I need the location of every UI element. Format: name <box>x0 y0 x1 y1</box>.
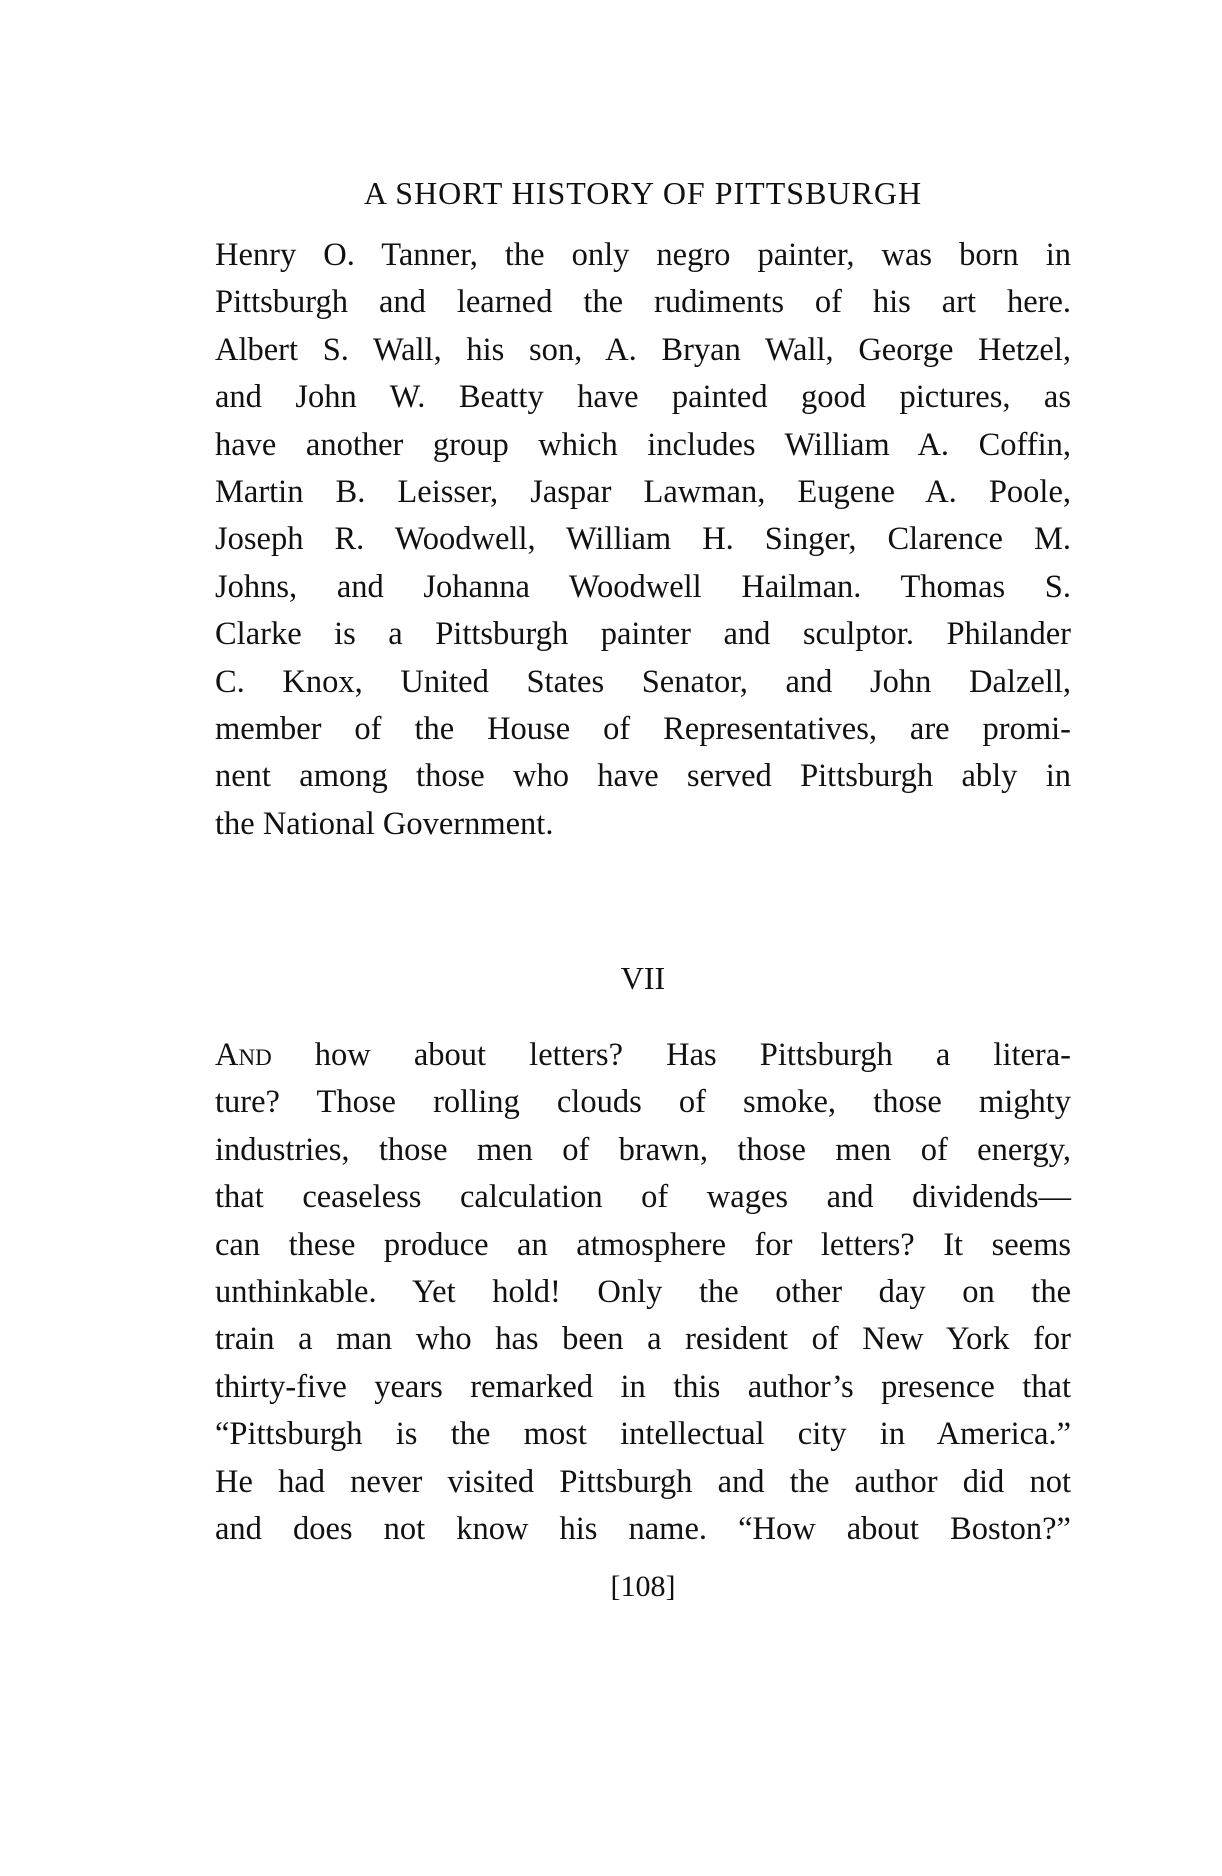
chapter-number: VII <box>620 960 666 996</box>
text-line: train a man who has been a resident of New York for <box>215 1321 1071 1358</box>
text-line: Albert S. Wall, his son, A. Bryan Wall, George Hetzel, <box>215 331 1071 368</box>
line-text: how about letters? Has Pittsburgh a litera- <box>271 1037 1071 1073</box>
page-number: [108] <box>610 1570 676 1603</box>
text-line: and does not know his name. “How about Boston?” <box>215 1510 1071 1547</box>
lead-word: And <box>215 1037 272 1073</box>
running-head: A SHORT HISTORY OF PITTSBURGH <box>363 175 923 211</box>
text-line: member of the House of Representatives, are promi- <box>215 710 1071 747</box>
text-line <box>215 1032 1071 1079</box>
text-line: and John W. Beatty have painted good pictures, as <box>215 379 1071 416</box>
text-line: ture? Those rolling clouds of smoke, those mighty <box>215 1084 1071 1121</box>
text-line: Joseph R. Woodwell, William H. Singer, Clarence M. <box>215 521 1071 558</box>
text-line: nent among those who have served Pittsburgh ably in <box>215 758 1071 795</box>
text-line: Clarke is a Pittsburgh painter and sculptor. Philander <box>215 616 1071 653</box>
text-line: He had never visited Pittsburgh and the author did not <box>215 1463 1071 1500</box>
paragraph-2 <box>215 1032 1071 1553</box>
text-line: Johns, and Johanna Woodwell Hailman. Thomas S. <box>215 568 1071 605</box>
paragraph-1 <box>215 232 1071 848</box>
text-line: that ceaseless calculation of wages and dividends— <box>215 1179 1071 1216</box>
text-line: thirty-five years remarked in this author’s presence that <box>215 1368 1071 1405</box>
text-line: Henry O. Tanner, the only negro painter, was born in <box>215 237 1071 273</box>
text-line: C. Knox, United States Senator, and John Dalzell, <box>215 663 1071 700</box>
text-line: “Pittsburgh is the most intellectual city in America.” <box>215 1416 1071 1453</box>
text-line: unthinkable. Yet hold! Only the other day on the <box>215 1273 1071 1310</box>
text-line: Pittsburgh and learned the rudiments of his art here. <box>215 284 1071 321</box>
text-line: have another group which includes William A. Coffin, <box>215 426 1071 463</box>
text-line: Martin B. Leisser, Jaspar Lawman, Eugene A. Poole, <box>215 473 1071 510</box>
text-line: the National Government. <box>215 805 554 842</box>
text-line: can these produce an atmosphere for letters? It seems <box>215 1226 1071 1263</box>
text-line: industries, those men of brawn, those men of energy, <box>215 1131 1071 1168</box>
